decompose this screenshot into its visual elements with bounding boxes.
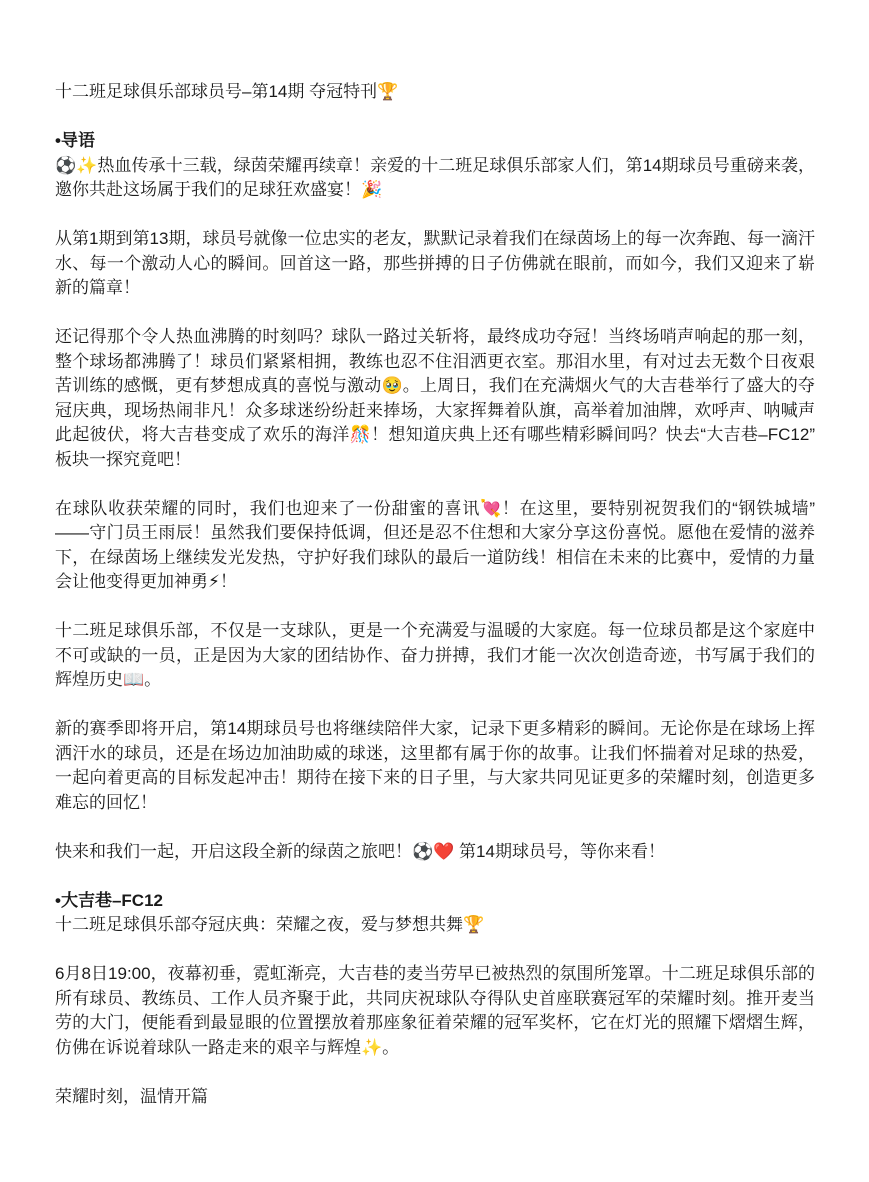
intro-paragraph-goalkeeper-news: 在球队收获荣耀的同时，我们也迎来了一份甜蜜的喜讯💘！在这里，要特别祝贺我们的“钢铁城墙”——守门员王雨辰！虽然我们要保持低调，但还是忍不住想和大家分享这份喜悦。愿他在爱情的滋养下，在绿茵场上继续发光发热，守护好我们球队的最后一道防线！相信在未来的比赛中，爱情的力量会让他变得更加神勇⚡！ [55,498,815,591]
dajixiang-paragraph-venue: 6月8日19:00，夜幕初垂，霓虹渐亮，大吉巷的麦当劳早已被热烈的氛围所笼罩。十二班足球俱乐部的所有球员、教练员、工作人员齐聚于此，共同庆祝球队夺得队史首座联赛冠军的荣耀时刻。推开麦当劳的大门，便能看到最显眼的位置摆放着那座象征着荣耀的冠军奖杯，它在灯光的照耀下熠熠生辉，仿佛在诉说着球队一路走来的艰辛与辉煌✨。 [55,964,815,1057]
intro-paragraph-opening: ⚽✨热血传承十三载，绿茵荣耀再续章！亲爱的十二班足球俱乐部家人们，第14期球员号重磅来袭，邀你共赴这场属于我们的足球狂欢盛宴！🎉 [55,155,815,199]
section-header-dajixiang: •大吉巷–FC12 [55,890,163,910]
page-title: 十二班足球俱乐部球员号–第14期 夺冠特刊🏆 [55,82,399,101]
section-subtitle-celebration: 十二班足球俱乐部夺冠庆典：荣耀之夜，爱与梦想共舞🏆 [55,915,485,934]
intro-paragraph-family: 十二班足球俱乐部，不仅是一支球队，更是一个充满爱与温暖的大家庭。每一位球员都是这个家庭中不可或缺的一员，正是因为大家的团结协作、奋力拼搏，我们才能一次次创造奇迹，书写属于我们的辉煌历史📖。 [55,621,815,689]
intro-paragraph-invitation: 快来和我们一起，开启这段全新的绿茵之旅吧！⚽❤️ 第14期球员号，等你来看！ [55,841,665,861]
intro-paragraph-new-season: 新的赛季即将开启，第14期球员号也将继续陪伴大家，记录下更多精彩的瞬间。无论你是在球场上挥洒汗水的球员，还是在场边加油助威的球迷，这里都有属于你的故事。让我们怀揣着对足球的热爱，一起向着更高的目标发起冲击！期待在接下来的日子里，与大家共同见证更多的荣耀时刻，创造更多难忘的回忆！ [55,719,815,812]
dajixiang-paragraph-closing-line: 荣耀时刻，温情开篇 [55,1086,208,1106]
intro-paragraph-championship: 还记得那个令人热血沸腾的时刻吗？球队一路过关斩将，最终成功夺冠！当终场哨声响起的那一刻，整个球场都沸腾了！球员们紧紧相拥，教练也忍不住泪洒更衣室。那泪水里，有对过去无数个日夜艰苦训练的感慨，更有梦想成真的喜悦与激动🥹。上周日，我们在充满烟火气的大吉巷举行了盛大的夺冠庆典，现场热闹非凡！众多球迷纷纷赶来捧场，大家挥舞着队旗，高举着加油牌，欢呼声、呐喊声此起彼伏，将大吉巷变成了欢乐的海洋🎊！想知道庆典上还有哪些精彩瞬间吗？快去“大吉巷–FC12”板块一探究竟吧！ [55,327,815,469]
intro-paragraph-history: 从第1期到第13期，球员号就像一位忠实的老友，默默记录着我们在绿茵场上的每一次奔跑、每一滴汗水、每一个激动人心的瞬间。回首这一路，那些拼搏的日子仿佛就在眼前，而如今，我们又迎来了崭新的篇章！ [55,229,815,297]
section-header-intro: •导语 [55,131,95,150]
